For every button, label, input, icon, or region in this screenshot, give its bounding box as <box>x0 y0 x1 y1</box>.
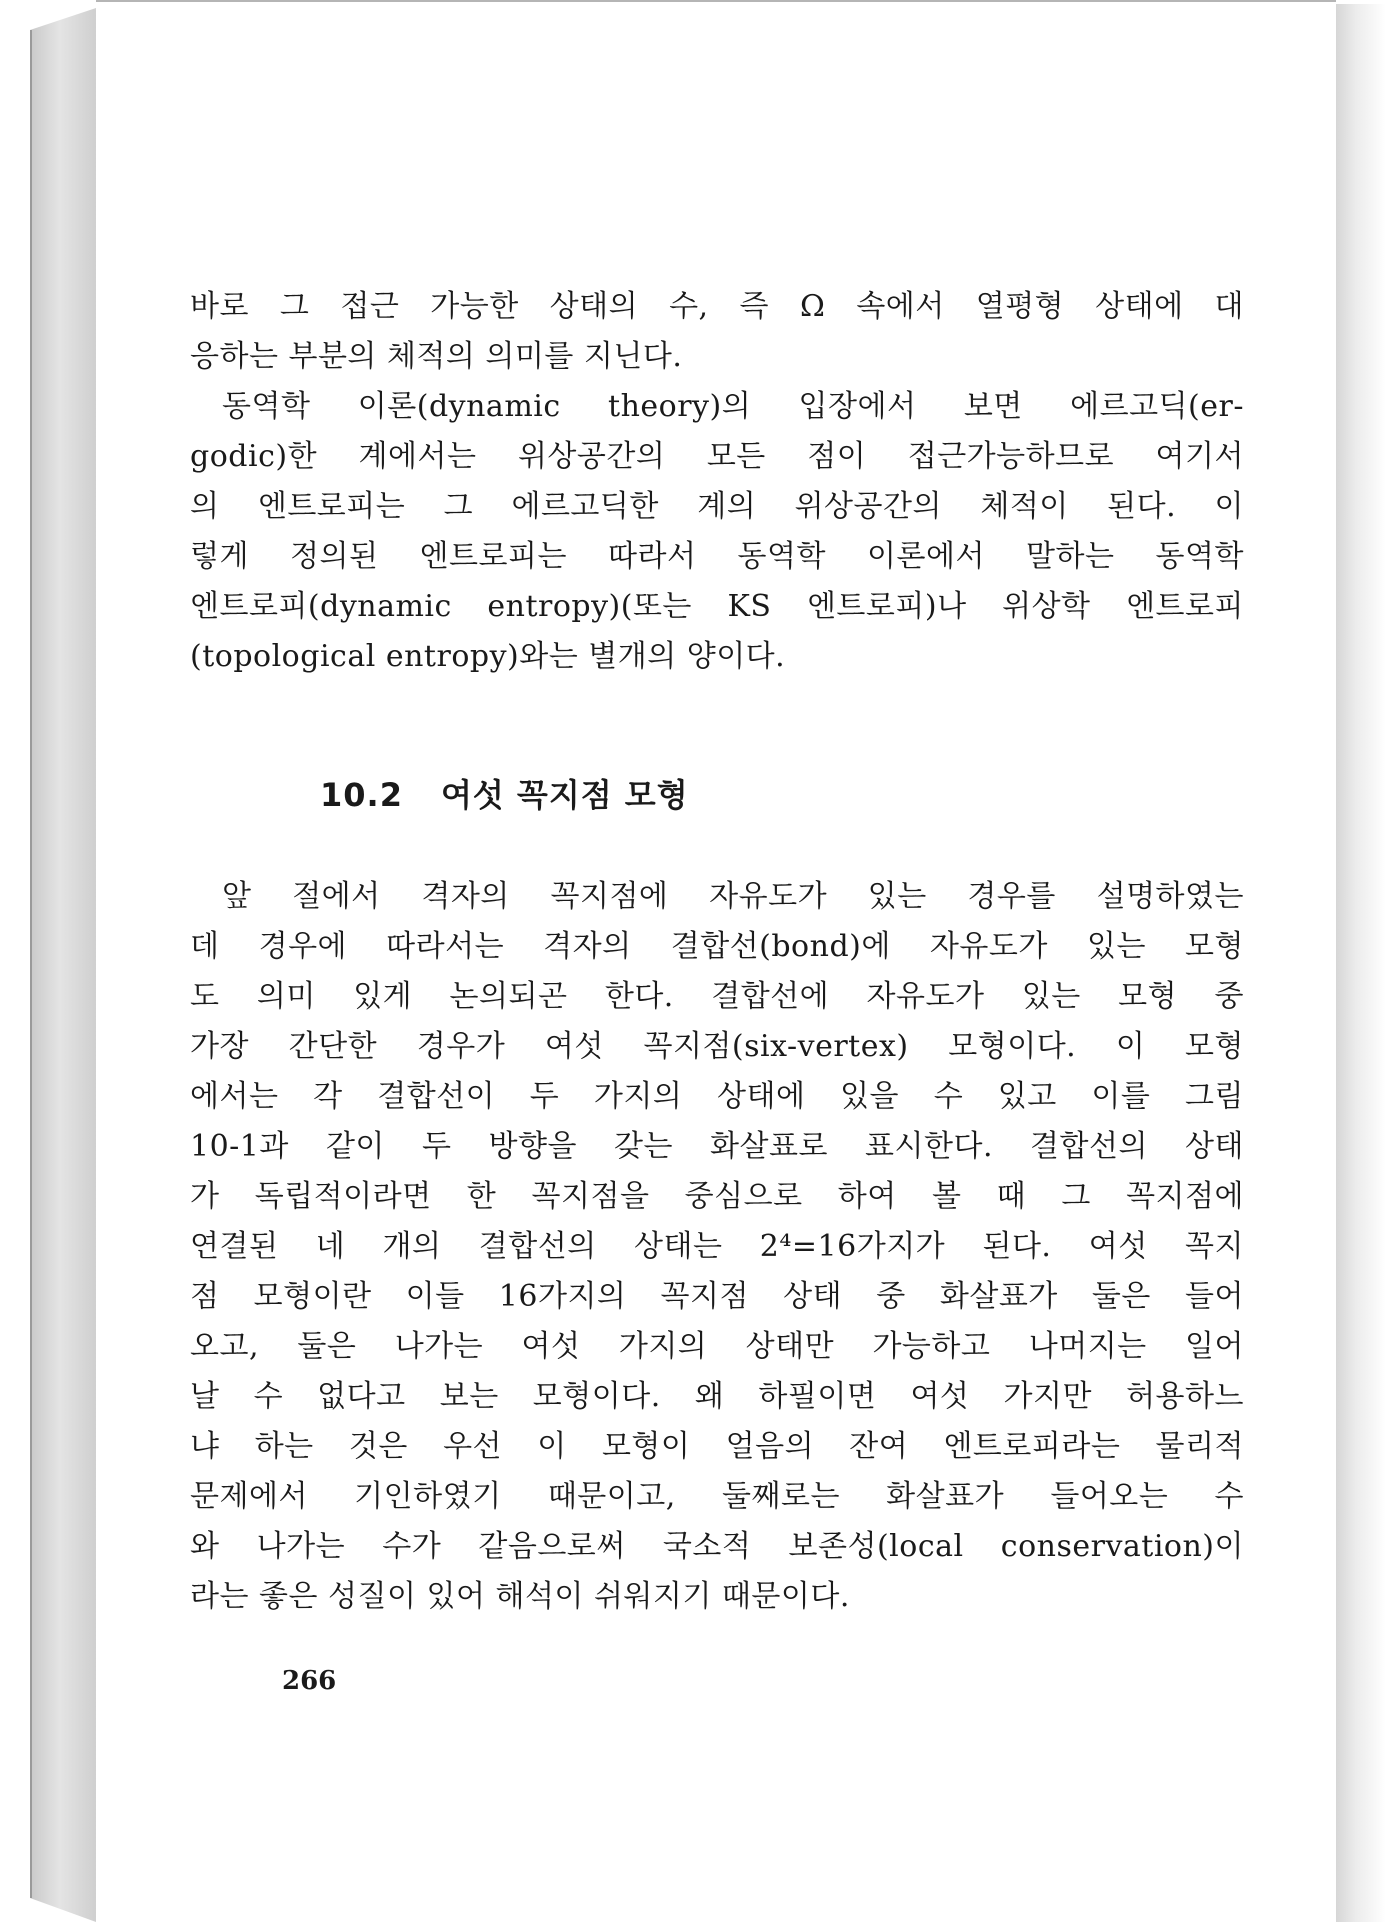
text-line: 앞 절에서 격자의 꼭지점에 자유도가 있는 경우를 설명하였는 <box>222 879 1244 914</box>
text-line: 점 모형이란 이들 16가지의 꼭지점 상태 중 화살표가 둘은 들어 <box>190 1279 1244 1314</box>
page-number: 266 <box>282 1666 337 1696</box>
text-line: 엔트로피(dynamic entropy)(또는 KS 엔트로피)나 위상학 엔트로피 <box>190 589 1244 624</box>
text-line: godic)한 계에서는 위상공간의 모든 점이 접근가능하므로 여기서 <box>190 439 1244 474</box>
paragraph-1-text <box>190 282 1244 382</box>
text-line: 데 경우에 따라서는 격자의 결합선(bond)에 자유도가 있는 모형 <box>190 929 1244 964</box>
paragraph-1 <box>190 282 1244 382</box>
paragraph-2 <box>190 382 1244 682</box>
text-line: 응하는 부분의 체적의 의미를 지닌다. <box>190 339 683 374</box>
text-line: 바로 그 접근 가능한 상태의 수, 즉 Ω 속에서 열평형 상태에 대 <box>190 289 1244 324</box>
text-line: 10-1과 같이 두 방향을 갖는 화살표로 표시한다. 결합선의 상태 <box>190 1129 1244 1164</box>
paragraph-2-text <box>190 382 1244 682</box>
text-line: 동역학 이론(dynamic theory)의 입장에서 보면 에르고딕(er- <box>222 389 1244 424</box>
text-line: 와 나가는 수가 같음으로써 국소적 보존성(local conservation)이 <box>190 1529 1244 1564</box>
text-line: 의 엔트로피는 그 에르고딕한 계의 위상공간의 체적이 된다. 이 <box>190 489 1244 524</box>
book-spine-edge <box>30 30 32 1898</box>
text-line: 가장 간단한 경우가 여섯 꼭지점(six-vertex) 모형이다. 이 모형 <box>190 1029 1244 1064</box>
text-line: 냐 하는 것은 우선 이 모형이 얼음의 잔여 엔트로피라는 물리적 <box>190 1429 1244 1464</box>
text-line: 날 수 없다고 보는 모형이다. 왜 하필이면 여섯 가지만 허용하느 <box>190 1379 1244 1414</box>
text-line: 가 독립적이라면 한 꼭지점을 중심으로 하여 볼 때 그 꼭지점에 <box>190 1179 1244 1214</box>
text-line: 도 의미 있게 논의되곤 한다. 결합선에 자유도가 있는 모형 중 <box>190 979 1244 1014</box>
book-spine <box>30 8 96 1922</box>
text-line: 오고, 둘은 나가는 여섯 가지의 상태만 가능하고 나머지는 일어 <box>190 1329 1244 1364</box>
section-heading <box>320 770 689 816</box>
paragraph-3-text <box>190 872 1244 1622</box>
text-line: (topological entropy)와는 별개의 양이다. <box>190 639 786 674</box>
text-line: 에서는 각 결합선이 두 가지의 상태에 있을 수 있고 이를 그림 <box>190 1079 1244 1114</box>
paragraph-3 <box>190 872 1244 1622</box>
text-line: 문제에서 기인하였기 때문이고, 둘째로는 화살표가 들어오는 수 <box>190 1479 1244 1514</box>
text-line: 연결된 네 개의 결합선의 상태는 2⁴=16가지가 된다. 여섯 꼭지 <box>190 1229 1244 1264</box>
section-number: 10.2 <box>320 776 403 814</box>
text-line: 라는 좋은 성질이 있어 해석이 쉬워지기 때문이다. <box>190 1579 850 1614</box>
section-title: 여섯 꼭지점 모형 <box>440 776 689 814</box>
page-edge-shadow <box>1336 4 1386 1922</box>
text-line: 렇게 정의된 엔트로피는 따라서 동역학 이론에서 말하는 동역학 <box>190 539 1244 574</box>
